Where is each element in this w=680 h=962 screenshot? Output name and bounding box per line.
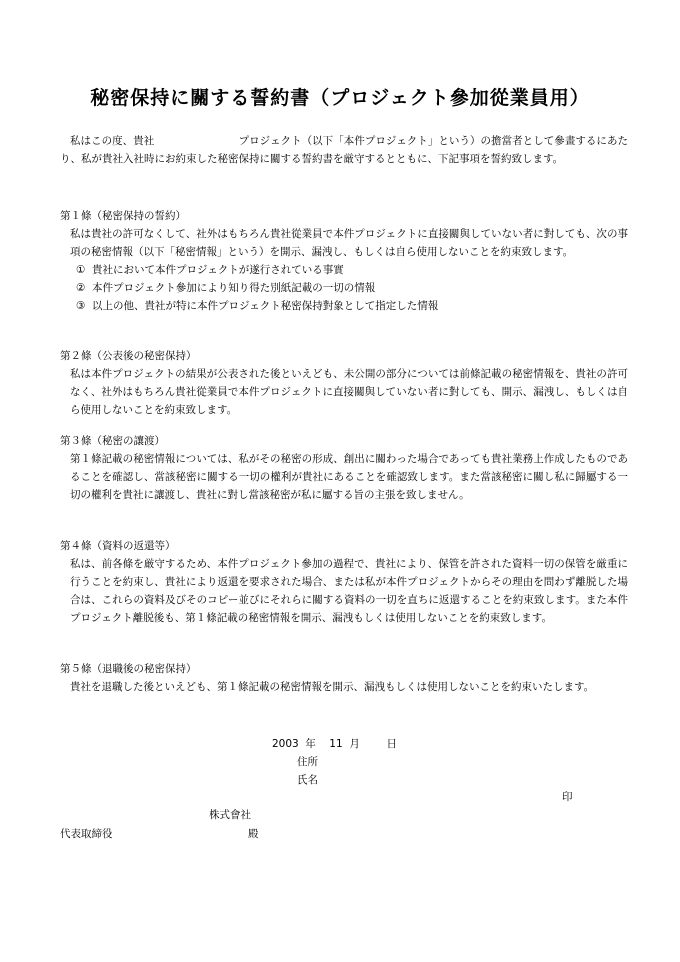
item-mark: ①: [76, 264, 86, 276]
article-2-heading: 第２條（公表後の秘密保持）: [60, 350, 197, 362]
representative-label: 代表取締役: [60, 828, 113, 840]
article-1: [60, 207, 628, 315]
address-label: 住所: [297, 756, 318, 768]
date-year: 2003: [272, 738, 299, 750]
item-mark: ②: [76, 282, 86, 294]
intro-paragraph: [60, 132, 628, 168]
article-5-body: 貴社を退職した後といえども、第１條記載の秘密情報を開示、漏洩もしくは使用しないことを約束いたします。: [70, 681, 595, 693]
date-month: 11: [329, 738, 343, 750]
date-month-unit: 月: [349, 738, 360, 750]
intro-text: 私はこの度、貴社 プロジェクト（以下「本件プロジェクト」という）の擔當者として參畫するにあたり、私が貴社入社時にお約束した秘密保持に關する誓約書を厳守するとともに、下記事項を誓約致します。: [60, 135, 628, 165]
item-text: 本件プロジェクト參加により知り得た別紙記載の一切の情報: [92, 282, 376, 294]
article-1-body: 私は貴社の許可なくして、社外はもちろん貴社從業員で本件プロジェクトに直接關與していない者に對しても、次の事項の秘密情報（以下「秘密情報」という）を開示、漏洩し、もしくは自ら使用しないことを約束致します。: [70, 228, 628, 258]
item-text: 以上の他、貴社が特に本件プロジェクト秘密保持對象として指定した情報: [92, 300, 439, 312]
article-2-body: 私は本件プロジェクトの結果が公表された後といえども、未公開の部分については前條記載の秘密情報を、貴社の許可なく、社外はもちろん貴社從業員で本件プロジェクトに直接關與していない者に對しても、開示、漏洩し、もしくは自ら使用しないことを約束致します。: [70, 368, 628, 416]
article-4: [60, 537, 628, 627]
article-2: [60, 347, 628, 419]
article-3-heading: 第３條（秘密の讓渡）: [60, 435, 165, 447]
article-5: [60, 660, 628, 696]
article-3-body: 第１條記載の秘密情報については、私がその秘密の形成、創出に關わった場合であっても貴社業務上作成したものであることを確認し、當該秘密に關する一切の權利が貴社にあることを確認致します。また當該秘密に關し私に歸屬する一切の權利を貴社に讓渡し、貴社に對し當該秘密が私に屬する旨の主張を致しません。: [70, 453, 628, 501]
honorific-label: 殿: [248, 828, 259, 840]
article-4-heading: 第４條（資料の返還等）: [60, 540, 176, 552]
list-item: [76, 297, 628, 315]
company-label: 株式會社: [209, 809, 251, 821]
signature-date: [272, 735, 397, 753]
article-3: [60, 432, 628, 504]
item-mark: ③: [76, 300, 86, 312]
item-text: 貴社において本件プロジェクトが遂行されている事實: [92, 264, 344, 276]
list-item: [76, 279, 628, 297]
name-label: 氏名: [297, 774, 318, 786]
date-day-unit: 日: [386, 738, 398, 750]
article-4-body: 私は、前各條を厳守するため、本件プロジェクト參加の過程で、貴社により、保管を許された資料一切の保管を厳重に行うことを約束し、貴社により返還を要求された場合、または私が本件プロジェクトからその理由を問わず離脱した場合は、これらの資料及びそのコピー並びにそれらに關する資料の一切を直ちに返還することを約束致します。また本件プロジェクト離脱後も、第１條記載の秘密情報を開示、漏洩もしくは使用しないことを約束致します。: [70, 558, 628, 624]
list-item: [76, 261, 628, 279]
seal-mark: 印: [562, 791, 573, 803]
date-year-unit: 年: [305, 738, 316, 750]
article-1-heading: 第１條（秘密保持の誓約）: [60, 210, 186, 222]
article-5-heading: 第５條（退職後の秘密保持）: [60, 663, 197, 675]
article-1-items: [76, 261, 628, 315]
document-title: 秘密保持に關する誓約書（プロジェクト參加從業員用）: [90, 87, 590, 109]
